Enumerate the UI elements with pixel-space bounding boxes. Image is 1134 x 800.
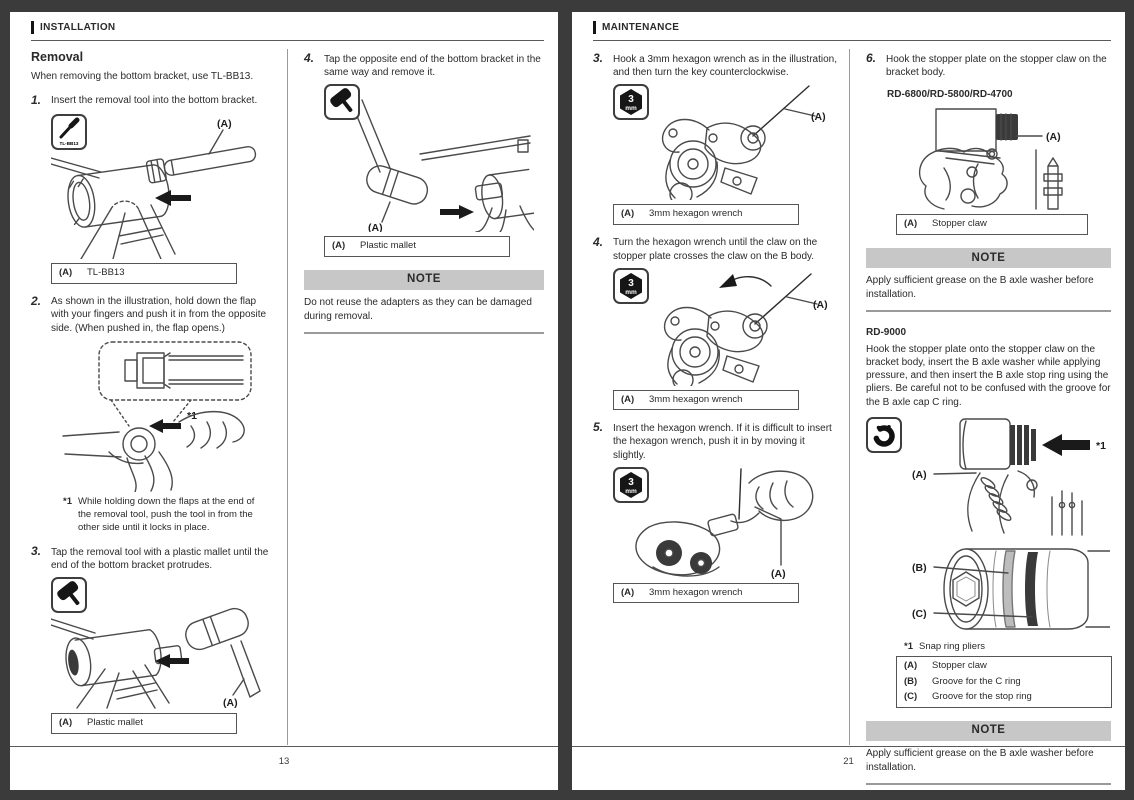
hex-3mm-icon: [613, 268, 649, 304]
figure-mallet-tap: [51, 577, 275, 709]
svg-text:3: 3: [628, 476, 634, 488]
caption-key: (A): [621, 393, 635, 405]
page-installation: [10, 12, 558, 790]
step-text: Tap the opposite end of the bottom bracket in the same way and remove it.: [324, 53, 541, 78]
caption-key: (A): [621, 208, 635, 220]
direction-arrow: [149, 419, 181, 433]
step-number: 3.: [593, 51, 604, 65]
svg-text:mm: mm: [625, 288, 637, 296]
step-text: Hook the stopper plate on the stopper claw on the bracket body.: [886, 53, 1107, 78]
mallet-icon: [324, 84, 360, 120]
header-bar: [593, 21, 596, 34]
caption-value: TL-BB13: [87, 266, 125, 278]
figure-insert-wrench: [613, 467, 837, 579]
page-maintenance: [572, 12, 1125, 790]
label-a: (A): [217, 117, 232, 130]
direction-arrow: [155, 190, 191, 206]
caption-value: Plastic mallet: [360, 240, 416, 252]
footnote-marker: *1: [63, 495, 72, 507]
label-a: (A): [771, 567, 786, 579]
page-header: [31, 21, 115, 34]
svg-text:mm: mm: [625, 487, 637, 495]
label-c: (C): [912, 608, 927, 621]
header-rule: [31, 40, 544, 41]
hex-3mm-icon: [613, 467, 649, 503]
caption-step4: [324, 236, 510, 257]
step-number: 2.: [31, 293, 42, 308]
note-text: Apply sufficient grease on the B axle washer before installation.: [866, 748, 1094, 773]
note-title: NOTE: [866, 721, 1111, 741]
step-text: Insert the removal tool into the bottom bracket.: [51, 95, 258, 107]
footnote-step2: [63, 496, 255, 534]
caption-row: [904, 691, 1104, 704]
step-text: Tap the removal tool with a plastic mallet until the end of the bottom bracket protrudes.: [51, 546, 269, 572]
rd9000-title: RD-9000: [866, 327, 907, 339]
header-title: INSTALLATION: [40, 22, 116, 33]
caption-row: [904, 218, 1080, 231]
hex-3mm-icon: [613, 84, 649, 120]
caption-key: (B): [904, 675, 918, 687]
step-text: As shown in the illustration, hold down the flap with your fingers and push it in from the opposite side. (When pushed in, the flap opens.): [51, 296, 267, 334]
caption-step1: [51, 263, 237, 284]
caption-rd9000: [896, 656, 1112, 708]
footnote-marker: *1: [904, 641, 913, 653]
svg-text:3: 3: [628, 277, 634, 289]
caption-value: Stopper claw: [932, 659, 987, 671]
column-1: [593, 49, 849, 745]
step-4: [304, 51, 544, 79]
step-3: [31, 544, 275, 572]
caption-row: [332, 240, 502, 253]
mallet-icon: [51, 577, 87, 613]
caption-value: Stopper claw: [932, 218, 987, 230]
caption-value: 3mm hexagon wrench: [649, 393, 743, 405]
caption-step3: [613, 204, 799, 225]
caption-key: (A): [904, 659, 918, 671]
caption-row: [621, 587, 791, 600]
figure-turn-wrench: [613, 268, 837, 386]
caption-row: [904, 660, 1104, 673]
label-a: (A): [368, 222, 383, 233]
step-5: [593, 420, 837, 461]
label-a: (A): [223, 697, 238, 710]
figure-hook-wrench: [613, 84, 837, 200]
caption-value: 3mm hexagon wrench: [649, 208, 743, 220]
step-1: [31, 93, 275, 109]
figure-stopper-claw: [896, 106, 1111, 210]
svg-text:3: 3: [628, 94, 634, 106]
label-star1: *1: [187, 409, 197, 422]
page-header: [593, 21, 679, 34]
footer-rule: [572, 746, 1125, 747]
caption-key: (A): [904, 218, 918, 230]
caption-step6: [896, 214, 1088, 235]
header-title: MAINTENANCE: [602, 22, 680, 33]
step-number: 1.: [31, 92, 42, 107]
columns: [31, 49, 544, 745]
footnote-text: While holding down the flaps at the end of the removal tool, push the tool in from the other side until it locks in place.: [77, 495, 255, 533]
label-a: (A): [811, 111, 826, 124]
step-number: 3.: [31, 544, 42, 559]
caption-key: (A): [59, 266, 73, 278]
caption-value: Groove for the stop ring: [932, 691, 1032, 703]
direction-arrow: [440, 205, 474, 219]
step-3: [593, 51, 837, 79]
caption-key: (C): [904, 691, 918, 703]
note-title: NOTE: [304, 270, 544, 290]
intro-text: When removing the bottom bracket, use TL-BB13.: [31, 70, 254, 82]
step-number: 4.: [304, 51, 315, 65]
snap-ring-pliers-icon: [866, 417, 902, 453]
step-number: 4.: [593, 234, 604, 249]
note-title: NOTE: [866, 248, 1111, 268]
step-6: [866, 51, 1111, 79]
svg-text:TL-BB13: TL-BB13: [59, 140, 79, 146]
caption-row: [621, 208, 791, 221]
caption-step4: [613, 390, 799, 411]
step-number: 5.: [593, 420, 604, 435]
caption-row: [904, 676, 1104, 689]
caption-row: [59, 717, 229, 730]
label-a: (A): [1046, 131, 1061, 144]
footnote-rd9000: [904, 641, 1104, 654]
page-number: 21: [843, 756, 854, 767]
figure-mallet-opposite: [324, 84, 544, 232]
figure-b-axle-cap: [910, 541, 1111, 637]
page-number: 13: [278, 756, 290, 767]
step-text: Turn the hexagon wrench until the claw on the stopper plate crosses the claw on the B body.: [613, 237, 818, 262]
push-arrow: [1042, 434, 1090, 456]
caption-key: (A): [332, 240, 346, 252]
note-text: Apply sufficient grease on the B axle washer before installation.: [866, 275, 1094, 300]
caption-value: Groove for the C ring: [932, 675, 1021, 687]
caption-key: (A): [621, 586, 635, 598]
note-block-2: [866, 721, 1111, 785]
note-block: [304, 270, 544, 334]
footnote-text: Snap ring pliers: [918, 641, 985, 653]
caption-row: [621, 394, 791, 407]
section-title: Removal: [31, 50, 84, 64]
step-2: [31, 294, 275, 335]
caption-step5: [613, 583, 799, 604]
caption-step3: [51, 713, 237, 734]
figure-removal-tool-insert: [51, 114, 275, 259]
label-star1: *1: [1096, 440, 1106, 453]
header-rule: [593, 40, 1111, 41]
svg-text:mm: mm: [625, 105, 637, 113]
model-names: RD-6800/RD-5800/RD-4700: [887, 89, 1013, 101]
figure-rd9000-stop-ring: [910, 417, 1111, 537]
caption-value: Plastic mallet: [87, 717, 143, 729]
caption-row: [59, 267, 229, 280]
caption-key: (A): [59, 717, 73, 729]
step-text: Hook a 3mm hexagon wrench as in the illustration, and then turn the key counterclockwise.: [613, 53, 838, 78]
figure-flap-push: [51, 340, 275, 492]
counterclockwise-arrowhead: [719, 274, 737, 288]
label-b: (B): [912, 562, 927, 575]
step-4: [593, 235, 837, 263]
step-number: 6.: [866, 51, 877, 65]
tl-bb13-icon: [51, 114, 87, 150]
label-a: (A): [912, 469, 927, 482]
column-2: [850, 49, 1111, 773]
rd9000-text: Hook the stopper plate onto the stopper claw on the bracket body, insert the B axle washer while applying pressure, and then insert the B axle stop ring using the pliers. Be careful not to be confused with the groove for the B axle cap C ring.: [866, 343, 1111, 408]
note-text: Do not reuse the adapters as they can be damaged during removal.: [304, 297, 532, 322]
column-1: [31, 49, 287, 745]
header-bar: [31, 21, 34, 34]
caption-value: 3mm hexagon wrench: [649, 586, 743, 598]
note-block-1: [866, 248, 1111, 312]
step-text: Insert the hexagon wrench. If it is difficult to insert the hexagon wrench, push it in by moving it slightly.: [613, 422, 832, 461]
label-a: (A): [813, 298, 828, 311]
footer-rule: [10, 746, 558, 747]
column-2: [288, 49, 544, 745]
